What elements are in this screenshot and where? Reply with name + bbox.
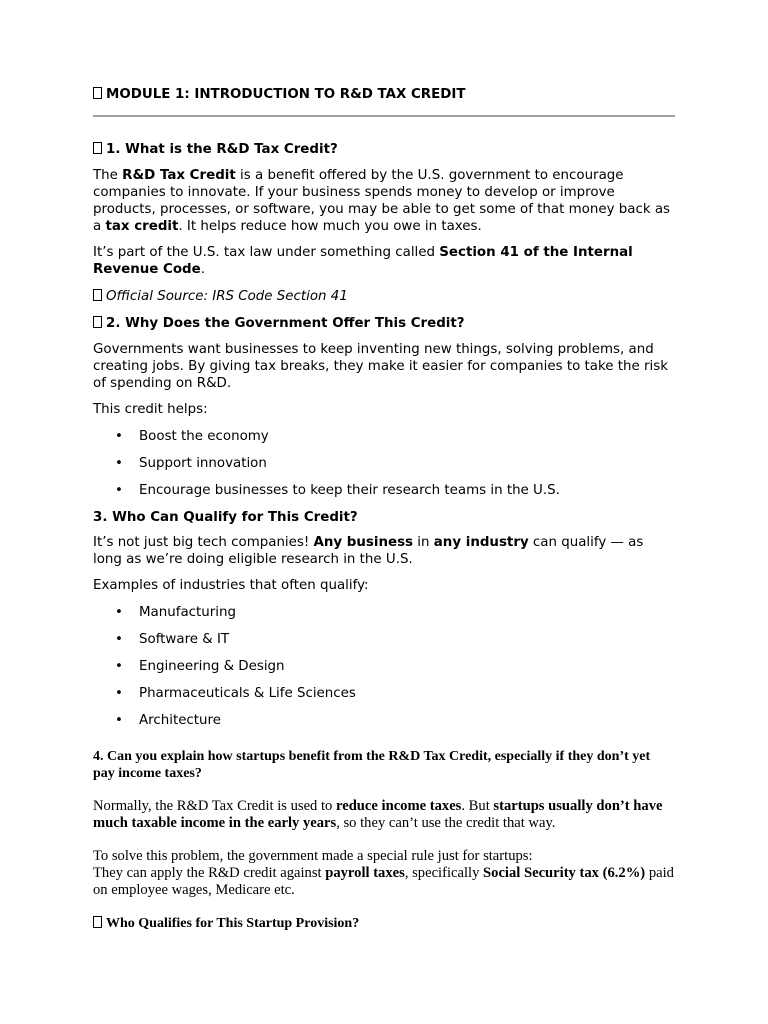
text-run: , specifically xyxy=(404,865,484,881)
section-2-paragraph-1: Governments want businesses to keep inventing new things, solving problems, and creating jobs. By giving tax breaks, they make it easier for companies to take the risk of spending on R&D. xyxy=(93,342,668,391)
text-run: paid on employee wages, Medicare etc. xyxy=(93,865,674,898)
list-item: • Engineering & Design xyxy=(93,658,675,675)
section-5-heading-text: Who Qualifies for This Startup Provision? xyxy=(106,916,360,931)
bold-run: Social Security tax (6.2%) xyxy=(483,865,646,881)
text-run: Normally, the R&D Tax Credit is used to xyxy=(93,798,336,814)
section-1-paragraph-1 xyxy=(93,167,675,235)
section-1-paragraph-2 xyxy=(93,244,675,278)
text-run: , so they can’t use the credit that way. xyxy=(336,815,556,831)
section-3-paragraph-1 xyxy=(93,534,675,568)
document-content xyxy=(93,86,675,932)
section-5-heading xyxy=(93,915,675,932)
text-run: can qualify — as long as we’re doing eligible research in the U.S. xyxy=(93,535,644,567)
list-item: • Encourage businesses to keep their research teams in the U.S. xyxy=(93,482,675,499)
text-run: is a benefit offered by the U.S. government to encourage companies to innovate. If your business spends money to develop or improve products, processes, or software, you may be able to get some of that money back as a xyxy=(93,168,671,234)
list-item: • Software & IT xyxy=(93,631,675,648)
module-title xyxy=(93,86,675,104)
bold-run: reduce income taxes xyxy=(336,798,462,814)
text-run: The xyxy=(93,168,123,183)
list-item: • Boost the economy xyxy=(93,428,675,445)
missing-glyph-icon xyxy=(93,916,102,928)
section-3-list xyxy=(93,604,675,729)
list-item: • Pharmaceuticals & Life Sciences xyxy=(93,685,675,702)
section-2-list xyxy=(93,428,675,499)
section-3-lead: Examples of industries that often qualify: xyxy=(93,578,369,593)
missing-glyph-icon xyxy=(93,142,102,154)
module-title-text: MODULE 1: INTRODUCTION TO R&D TAX CREDIT xyxy=(106,87,466,102)
text-run: . But xyxy=(461,798,494,814)
missing-glyph-icon xyxy=(93,316,102,328)
text-run: It’s not just big tech companies! xyxy=(93,535,314,550)
section-1-heading xyxy=(93,141,675,158)
bold-run: startups usually don’t have much taxable income in the early years xyxy=(93,798,663,831)
text-run: They can apply the R&D credit against xyxy=(93,865,326,881)
official-source-text: Official Source: IRS Code Section 41 xyxy=(106,289,348,304)
text-run: in xyxy=(413,535,434,550)
section-2-lead: This credit helps: xyxy=(93,402,208,417)
bold-run: any industry xyxy=(433,535,529,550)
list-item: • Architecture xyxy=(93,712,675,729)
section-3-heading: 3. Who Can Qualify for This Credit? xyxy=(93,510,358,525)
text-run: . xyxy=(200,262,205,277)
section-4-heading: 4. Can you explain how startups benefit from the R&D Tax Credit, especially if they don’t yet pay income taxes? xyxy=(93,749,651,781)
bold-run: Any business xyxy=(313,535,414,550)
text-run: It’s part of the U.S. tax law under something called xyxy=(93,245,440,260)
official-source xyxy=(93,288,675,305)
horizontal-rule xyxy=(93,115,675,117)
section-4-paragraph-2 xyxy=(93,848,675,899)
text-run: . It helps reduce how much you owe in taxes. xyxy=(178,219,482,234)
list-item: • Support innovation xyxy=(93,455,675,472)
bold-run: tax credit xyxy=(105,219,179,234)
bold-run: payroll taxes xyxy=(325,865,405,881)
section-2-heading-text: 2. Why Does the Government Offer This Credit? xyxy=(106,316,465,331)
missing-glyph-icon xyxy=(93,87,102,99)
missing-glyph-icon xyxy=(93,289,102,301)
list-item: • Manufacturing xyxy=(93,604,675,621)
bold-run: R&D Tax Credit xyxy=(122,168,236,183)
bold-run: Section 41 of the Internal Revenue Code xyxy=(93,245,633,277)
section-4-paragraph-1 xyxy=(93,798,675,832)
text-run: To solve this problem, the government made a special rule just for startups: xyxy=(93,848,533,864)
section-2-heading xyxy=(93,315,675,332)
section-1-heading-text: 1. What is the R&D Tax Credit? xyxy=(106,142,338,157)
